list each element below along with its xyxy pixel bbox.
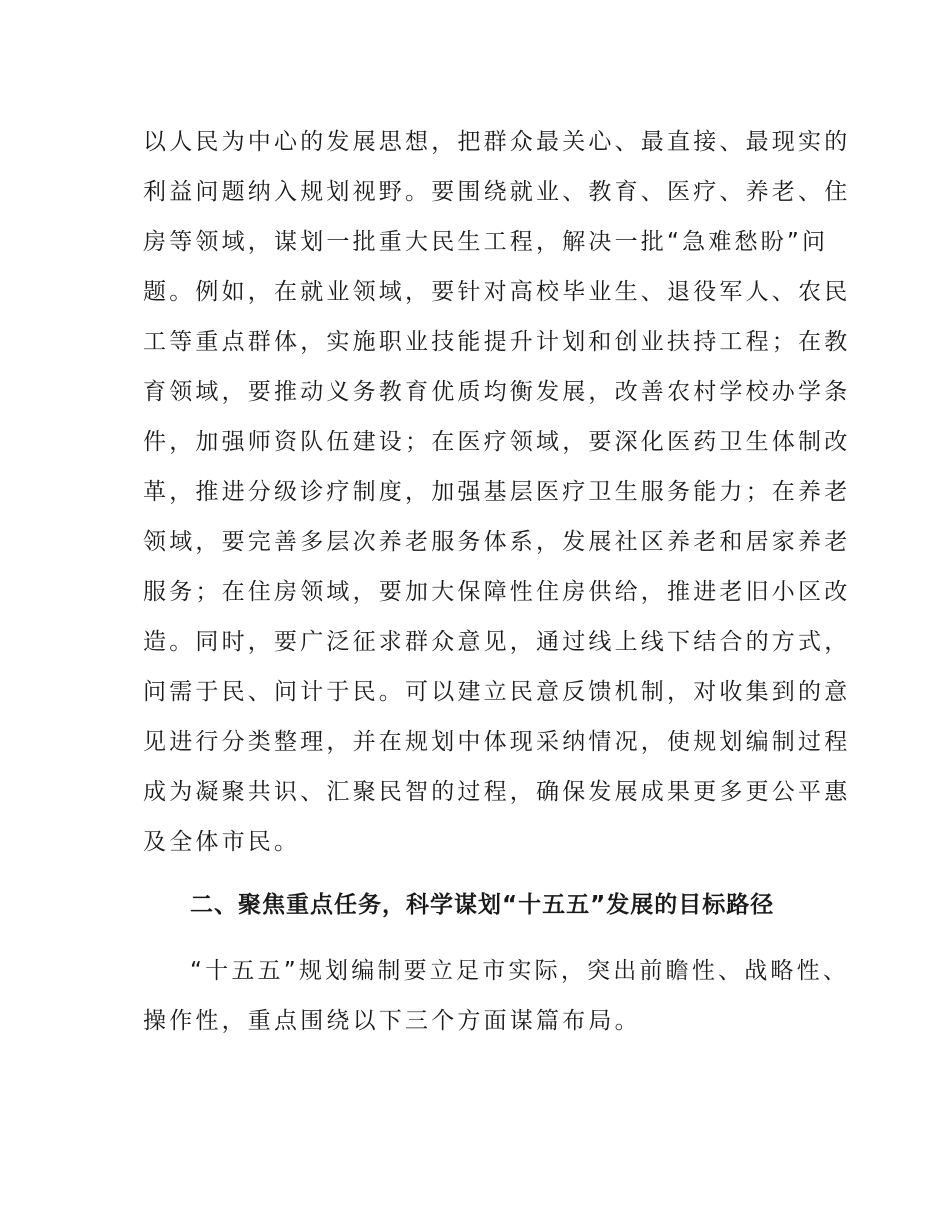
paragraph-line: 服务；在住房领域，要加大保障性住房供给，推进老旧小区改 <box>143 579 851 605</box>
paragraph-line: 件，加强师资队伍建设；在医疗领域，要深化医药卫生体制改 <box>143 429 851 455</box>
paragraph-line: 造。同时，要广泛征求群众意见，通过线上线下结合的方式， <box>143 629 851 655</box>
paragraph-line: 以人民为中心的发展思想，把群众最关心、最直接、最现实的 <box>143 129 851 155</box>
paragraph-line: 革，推进分级诊疗制度，加强基层医疗卫生服务能力；在养老 <box>143 479 851 505</box>
paragraph-line: 操作性，重点围绕以下三个方面谋篇布局。 <box>143 1008 641 1034</box>
paragraph-line: 成为凝聚共识、汇聚民智的过程，确保发展成果更多更公平惠 <box>143 779 851 805</box>
paragraph-line: 及全体市民。 <box>143 829 301 855</box>
paragraph-line: 育领域，要推动义务教育优质均衡发展，改善农村学校办学条 <box>143 379 851 405</box>
paragraph-line: 见进行分类整理，并在规划中体现采纳情况，使规划编制过程 <box>143 729 851 755</box>
paragraph-line: 利益问题纳入规划视野。要围绕就业、教育、医疗、养老、住 <box>143 179 851 205</box>
paragraph-line: 房等领域，谋划一批重大民生工程，解决一批“急难愁盼”问 <box>143 229 829 255</box>
paragraph-line: 工等重点群体，实施职业技能提升计划和创业扶持工程；在教 <box>143 329 851 355</box>
paragraph-line: “十五五”规划编制要立足市实际，突出前瞻性、战略性、 <box>190 958 850 984</box>
paragraph-line: 领域，要完善多层次养老服务体系，发展社区养老和居家养老 <box>143 529 851 555</box>
paragraph-line: 问需于民、问计于民。可以建立民意反馈机制，对收集到的意 <box>143 679 851 705</box>
paragraph-line: 题。例如，在就业领域，要针对高校毕业生、退役军人、农民 <box>143 279 851 305</box>
section-heading: 二、聚焦重点任务，科学谋划“十五五”发展的目标路径 <box>190 892 775 918</box>
